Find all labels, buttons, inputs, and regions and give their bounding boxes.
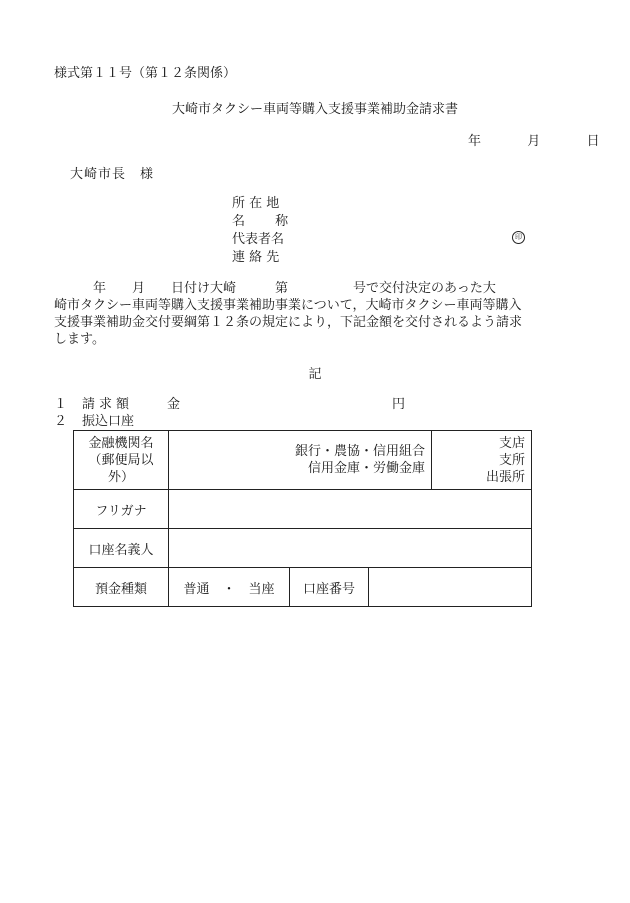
- claim-amount-label: 請求額: [82, 397, 134, 412]
- bank-account-table: [73, 430, 532, 607]
- deposit-type-label: 預金種類: [74, 568, 169, 607]
- date-day: 日: [586, 134, 600, 149]
- account-number-label: 口座番号: [290, 568, 369, 607]
- bank-type-line: 信用金庫・労働金庫: [307, 461, 425, 476]
- claim-amount-prefix: 金: [167, 397, 181, 412]
- item-number: １: [54, 397, 68, 412]
- account-holder-label: 口座名義人: [74, 529, 169, 568]
- request-body-text: [54, 280, 576, 348]
- claim-amount-row: [54, 396, 405, 413]
- addressee: 大崎市長 様: [70, 167, 155, 182]
- items-list: [54, 396, 405, 430]
- applicant-block: [232, 195, 288, 267]
- account-holder-input-cell[interactable]: [169, 529, 532, 568]
- institution-label-line: （郵便局以: [88, 452, 154, 468]
- furigana-input-cell[interactable]: [169, 490, 532, 529]
- applicant-contact-label: 連 絡 先: [232, 250, 280, 265]
- bank-type-line: 銀行・農協・信用組合: [294, 444, 425, 459]
- date-month: 月: [527, 134, 541, 149]
- deposit-type-options[interactable]: 普通 ・ 当座: [169, 568, 290, 607]
- institution-input-cell[interactable]: [169, 431, 432, 490]
- body-line-1: 年 月 日付け大崎 第 号で交付決定のあった大: [54, 281, 496, 296]
- institution-label-line: 金融機関名: [88, 435, 154, 451]
- form-number: 様式第１１号（第１２条関係）: [54, 66, 237, 81]
- institution-label-cell: [74, 431, 169, 490]
- branch-input-cell[interactable]: [432, 431, 532, 490]
- branch-type-line: 支所: [498, 452, 525, 468]
- body-line-3: 支援事業補助金交付要綱第１２条の規定により，下記金額を交付されるよう請求: [54, 315, 523, 330]
- applicant-address-label: 所 在 地: [232, 196, 280, 211]
- account-label: 振込口座: [82, 414, 135, 429]
- institution-label-line: 外）: [107, 469, 134, 485]
- claim-amount-unit: 円: [392, 397, 406, 412]
- account-number-input-cell[interactable]: [369, 568, 532, 607]
- branch-type-line: 支店: [498, 435, 525, 451]
- furigana-label: フリガナ: [74, 490, 169, 529]
- date-year: 年: [468, 134, 482, 149]
- seal-mark-icon: 印: [512, 231, 525, 244]
- ki-heading: 記: [308, 367, 322, 382]
- document-title: 大崎市タクシー車両等購入支援事業補助金請求書: [171, 102, 458, 117]
- date-line: [468, 130, 600, 149]
- applicant-representative-label: 代表者名: [232, 232, 285, 247]
- account-row: [54, 413, 405, 430]
- branch-type-line: 出張所: [485, 469, 525, 485]
- item-number: ２: [54, 414, 68, 429]
- applicant-name-label: 名 称: [232, 214, 289, 229]
- body-line-4: します。: [54, 332, 105, 347]
- body-line-2: 崎市タクシー車両等購入支援事業補助事業について，大崎市タクシー車両等購入: [54, 298, 522, 313]
